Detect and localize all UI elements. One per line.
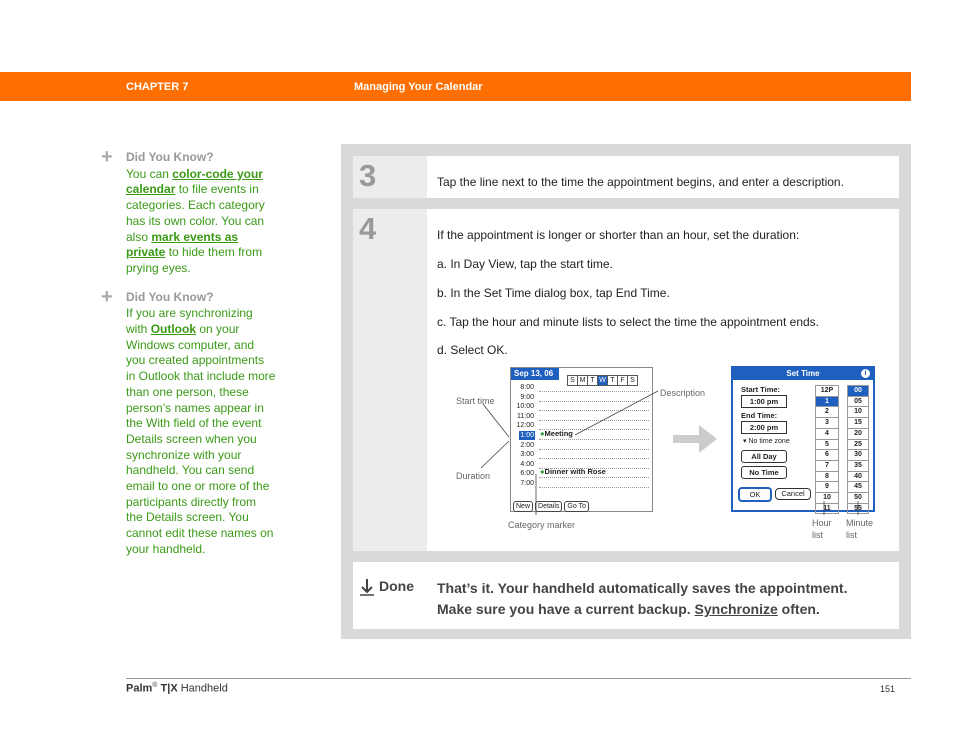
day-0[interactable]: S (567, 375, 578, 386)
time-slot[interactable]: 2:00 (520, 441, 534, 449)
meeting-event[interactable]: ●Meeting (540, 429, 573, 438)
day-view-button[interactable]: Go To (564, 501, 589, 512)
chapter-title: Managing Your Calendar (354, 81, 483, 93)
caption-minute-list: Minute list (846, 518, 874, 540)
sidebar (101, 146, 276, 571)
time-zone-selector[interactable]: ▾ No time zone (743, 438, 790, 445)
minute-item[interactable]: 10 (847, 406, 869, 418)
steps-panel (341, 144, 911, 639)
hour-item[interactable]: 8 (815, 471, 839, 483)
day-3[interactable]: W (597, 375, 608, 386)
dinner-event[interactable]: ●Dinner with Rose (540, 467, 606, 476)
minute-item[interactable]: 05 (847, 396, 869, 408)
time-slot[interactable]: 8:00 (520, 384, 534, 391)
day-4[interactable]: T (607, 375, 618, 386)
day-5[interactable]: F (617, 375, 628, 386)
date-title: Sep 13, 06 (511, 368, 559, 380)
step-a: a. In Day View, tap the start time. (437, 257, 613, 271)
day-view-button[interactable]: Details (535, 501, 562, 512)
time-slot[interactable]: 3:00 (520, 451, 534, 459)
step-text: Tap the line next to the time the appointment begins, and enter a description. (437, 175, 844, 189)
caption-category-marker: Category marker (508, 520, 576, 530)
dialog-title: Set Time (733, 368, 873, 380)
hour-item[interactable]: 9 (815, 481, 839, 493)
time-slot[interactable]: 7:00 (520, 480, 534, 487)
tip-text: You can color-code your calendar to file events in categories. Each category has its own color. You can also mark events as private to hide them from prying eyes. (126, 166, 265, 275)
caption-hour-list: Hour list (812, 518, 832, 540)
start-time-field[interactable]: 1:00 pm (741, 395, 787, 408)
time-slot[interactable]: 6:00 (520, 470, 534, 478)
done-box (353, 562, 899, 629)
minute-item[interactable]: 30 (847, 449, 869, 461)
minute-item[interactable]: 00 (847, 385, 869, 397)
step-intro: If the appointment is longer or shorter than an hour, set the duration: (437, 228, 800, 242)
plus-icon: + (101, 146, 113, 168)
hour-item[interactable]: 5 (815, 439, 839, 451)
time-slot[interactable]: 4:00 (520, 460, 534, 468)
step-d: d. Select OK. (437, 343, 508, 357)
day-view-button[interactable]: New (513, 501, 533, 512)
minute-item[interactable]: 15 (847, 417, 869, 429)
footer-product: Palm® T|X Handheld (126, 682, 228, 695)
no-time-button[interactable]: No Time (741, 466, 787, 479)
synchronize-link[interactable]: Synchronize (694, 601, 778, 617)
cancel-button[interactable]: Cancel (775, 488, 811, 500)
minute-item[interactable]: 55 (847, 503, 869, 515)
hour-item[interactable]: 6 (815, 449, 839, 461)
info-icon[interactable]: i (861, 369, 870, 378)
minute-item[interactable]: 35 (847, 460, 869, 472)
chapter-label: CHAPTER 7 (126, 81, 189, 93)
time-slot[interactable]: 12:00 (516, 422, 534, 430)
time-slot[interactable]: 1:00 (520, 432, 534, 439)
plus-icon: + (101, 285, 113, 308)
day-6[interactable]: S (627, 375, 638, 386)
end-time-field[interactable]: 2:00 pm (741, 421, 787, 434)
minute-item[interactable]: 45 (847, 481, 869, 493)
start-time-label: Start Time: (741, 385, 781, 394)
time-slot[interactable]: 10:00 (516, 403, 534, 411)
caption-start-time: Start time (456, 396, 495, 406)
hour-item[interactable]: 1 (815, 396, 839, 408)
all-day-button[interactable]: All Day (741, 450, 787, 463)
done-label: Done (379, 578, 414, 594)
end-time-label: End Time: (741, 411, 778, 420)
did-you-know-heading: + Did You Know? (101, 146, 214, 168)
hour-item[interactable]: 3 (815, 417, 839, 429)
day-1[interactable]: M (577, 375, 588, 386)
page-number: 151 (880, 684, 896, 694)
day-2[interactable]: T (587, 375, 598, 386)
hour-item[interactable]: 12P (815, 385, 839, 397)
callout-lines (353, 209, 899, 551)
hour-item[interactable]: 4 (815, 428, 839, 440)
time-slot[interactable]: 11:00 (517, 412, 534, 420)
did-you-know-heading: + Did You Know? (101, 285, 214, 308)
done-text: That’s it. Your handheld automatically saves the appointment. Make sure you have a current backup. Synchronize often. (437, 580, 848, 617)
minute-item[interactable]: 20 (847, 428, 869, 440)
caption-description: Description (660, 388, 706, 398)
chapter-header (0, 72, 911, 101)
caption-duration: Duration (456, 471, 491, 481)
step-4 (353, 209, 899, 551)
step-b: b. In the Set Time dialog box, tap End Time. (437, 286, 670, 300)
hour-item[interactable]: 7 (815, 460, 839, 472)
footer-divider (126, 678, 911, 679)
hour-item[interactable]: 10 (815, 492, 839, 504)
minute-item[interactable]: 25 (847, 439, 869, 451)
color-code-link[interactable]: color-code your calendar (126, 166, 263, 197)
done-arrow-icon (359, 578, 375, 596)
time-slot[interactable]: 9:00 (520, 393, 534, 401)
mark-private-link[interactable]: mark events as private (126, 229, 239, 260)
triangle-down-icon: ▾ (743, 438, 747, 445)
hour-item[interactable]: 2 (815, 406, 839, 418)
ok-button[interactable]: OK (738, 487, 772, 502)
step-number: 3 (359, 158, 377, 193)
tip-text: If you are synchronizing with Outlook on your Windows computer, and you created appointments in Outlook that include more than one person, these person’s names appear in the With field of the event Details screen when you synchronize with your handheld. You can send email to one or more of the participants directly from the Details screen. You cannot edit these names on your handheld. (126, 306, 276, 556)
step-number: 4 (359, 211, 377, 246)
step-c: c. Tap the hour and minute lists to select the time the appointment ends. (437, 315, 820, 329)
outlook-link[interactable]: Outlook (150, 322, 197, 337)
step-3 (353, 156, 899, 198)
minute-item[interactable]: 50 (847, 492, 869, 504)
minute-item[interactable]: 40 (847, 471, 869, 483)
hour-item[interactable]: 11 (815, 503, 839, 515)
